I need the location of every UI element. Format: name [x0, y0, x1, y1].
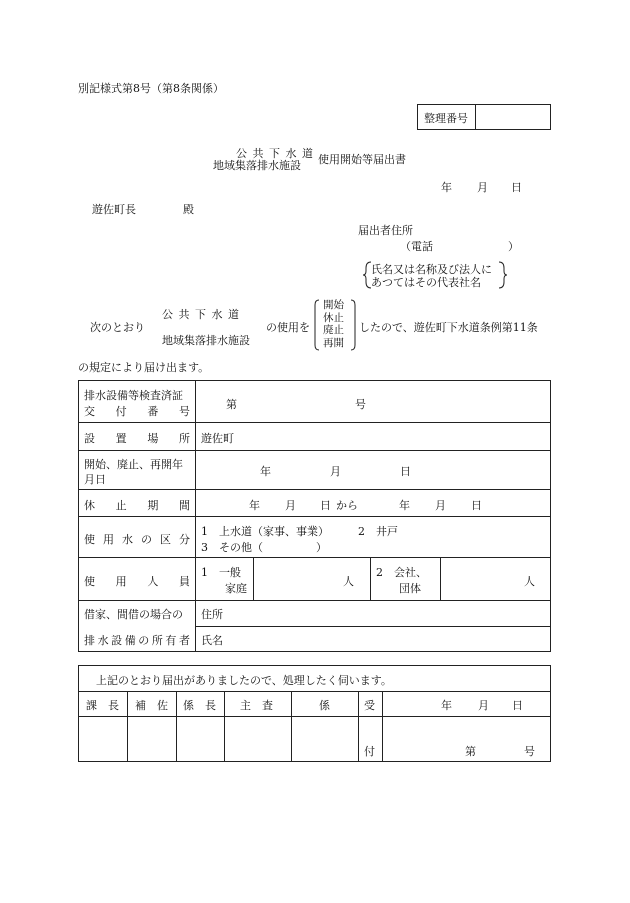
r6-cat-2-b: 団体 — [399, 582, 421, 595]
approval-kakari: 係 — [319, 699, 330, 712]
cell-divider — [370, 557, 371, 600]
r1-label-b: 交 付 番 号 — [84, 405, 190, 418]
r8-label: 排 水 設 備 の 所 有 者 — [84, 634, 190, 647]
approval-uke: 受 — [364, 699, 375, 712]
addressee-honorific: 殿 — [183, 203, 194, 216]
date-year: 年 — [441, 181, 452, 194]
date-day: 日 — [511, 181, 522, 194]
approval-go: 号 — [524, 745, 535, 758]
r6-nin-1: 人 — [343, 575, 354, 588]
row-divider — [78, 516, 551, 517]
r4-month-1: 月 — [285, 499, 296, 512]
r3-year: 年 — [260, 465, 271, 478]
r6-cat-2-a: 2 会社、 — [376, 566, 427, 579]
approval-shusa: 主 査 — [240, 699, 273, 712]
approval-year: 年 — [441, 699, 452, 712]
r5-option-3-close: ） — [316, 541, 327, 554]
row-divider — [78, 422, 551, 423]
r4-day-1: 日 — [320, 499, 331, 512]
approval-divider — [78, 691, 551, 692]
approval-dai: 第 — [465, 745, 476, 758]
statement-facility-2: 地域集落排水施設 — [162, 334, 250, 347]
row-divider — [78, 450, 551, 451]
phone-close: ） — [508, 240, 519, 253]
seiri-divider — [475, 104, 476, 130]
r2-label: 設 置 場 所 — [84, 432, 190, 445]
name-label-1: 氏名又は名称及び法人に — [371, 263, 492, 276]
r4-day-2: 日 — [471, 499, 482, 512]
row-divider — [78, 600, 551, 601]
r6-nin-2: 人 — [524, 575, 535, 588]
title-facility-2: 地域集落排水施設 — [213, 159, 301, 172]
name-label-2: あつてはその代表社名 — [371, 276, 481, 289]
r3-month: 月 — [330, 465, 341, 478]
label-column-divider — [195, 380, 196, 652]
approval-kakaricho: 係 長 — [183, 699, 216, 712]
statement-suffix: したので、遊佐町下水道条例第11条 — [359, 321, 538, 334]
approval-hosa: 補 佐 — [135, 699, 168, 712]
approval-divider — [382, 716, 551, 717]
approval-col — [224, 691, 225, 762]
r5-label: 使 用 水 の 区 分 — [84, 533, 190, 546]
approval-col — [291, 691, 292, 762]
statement-use-of: の使用を — [266, 321, 310, 334]
approval-kacho: 課 長 — [86, 699, 119, 712]
statement-line-2: の規定により届け出ます。 — [78, 361, 210, 374]
statement-option-1: 休止 — [323, 311, 344, 324]
r1-dai: 第 — [226, 398, 237, 411]
r4-kara: から — [336, 499, 358, 512]
r4-year-2: 年 — [399, 499, 410, 512]
approval-col — [382, 691, 383, 762]
r5-option-3[interactable]: 3 その他（ — [201, 541, 263, 554]
statement-facility-1: 公 共 下 水 道 — [162, 308, 240, 321]
statement-option-2: 廃止 — [323, 324, 344, 336]
r6-label: 使 用 人 員 — [84, 575, 190, 588]
approval-month: 月 — [478, 699, 489, 712]
applicant-address-label: 届出者住所 — [358, 224, 413, 237]
r6-cat-1-a: 1 一般 — [201, 566, 241, 579]
r3-label-a: 開始、廃止、再開年 — [84, 458, 183, 471]
r1-label-a: 排水設備等検査済証 — [84, 389, 183, 402]
phone-open: （電話 — [400, 240, 433, 253]
row-divider — [195, 626, 551, 627]
r5-option-2[interactable]: 2 井戸 — [358, 525, 398, 538]
approval-divider — [78, 716, 383, 717]
approval-col — [127, 691, 128, 762]
r5-option-1[interactable]: 1 上水道（家事、事業） — [201, 525, 329, 538]
r3-day: 日 — [400, 465, 411, 478]
r8-value[interactable]: 氏名 — [201, 634, 223, 647]
statement-option-3: 再開 — [323, 336, 344, 349]
approval-col — [176, 691, 177, 762]
r3-label-b: 月日 — [84, 473, 106, 486]
seiri-label: 整理番号 — [424, 112, 468, 125]
r7-label: 借家、間借の場合の — [84, 608, 183, 621]
statement-prefix: 次のとおり — [90, 321, 145, 334]
approval-intro: 上記のとおり届出がありましたので、処理したく伺います。 — [96, 674, 392, 687]
r4-label: 休 止 期 間 — [84, 499, 190, 512]
addressee-name: 遊佐町長 — [92, 203, 136, 216]
r7-value[interactable]: 住所 — [201, 608, 223, 621]
cell-divider — [440, 557, 441, 600]
r6-cat-1-b: 家庭 — [225, 582, 247, 595]
r1-go: 号 — [355, 398, 366, 411]
cell-divider — [253, 557, 254, 600]
r2-value[interactable]: 遊佐町 — [201, 432, 234, 445]
row-divider — [78, 489, 551, 490]
title-facility-1: 公 共 下 水 道 — [236, 147, 314, 160]
date-month: 月 — [477, 181, 488, 194]
page-title: 使用開始等届出書 — [318, 153, 406, 166]
approval-tsuke: 付 — [364, 745, 375, 758]
statement-option-0: 開始 — [323, 299, 344, 311]
approval-col — [358, 691, 359, 762]
form-number: 別記様式第8号（第8条関係） — [78, 82, 224, 95]
r4-year-1: 年 — [249, 499, 260, 512]
row-divider — [78, 557, 551, 558]
approval-day: 日 — [512, 699, 523, 712]
r4-month-2: 月 — [435, 499, 446, 512]
